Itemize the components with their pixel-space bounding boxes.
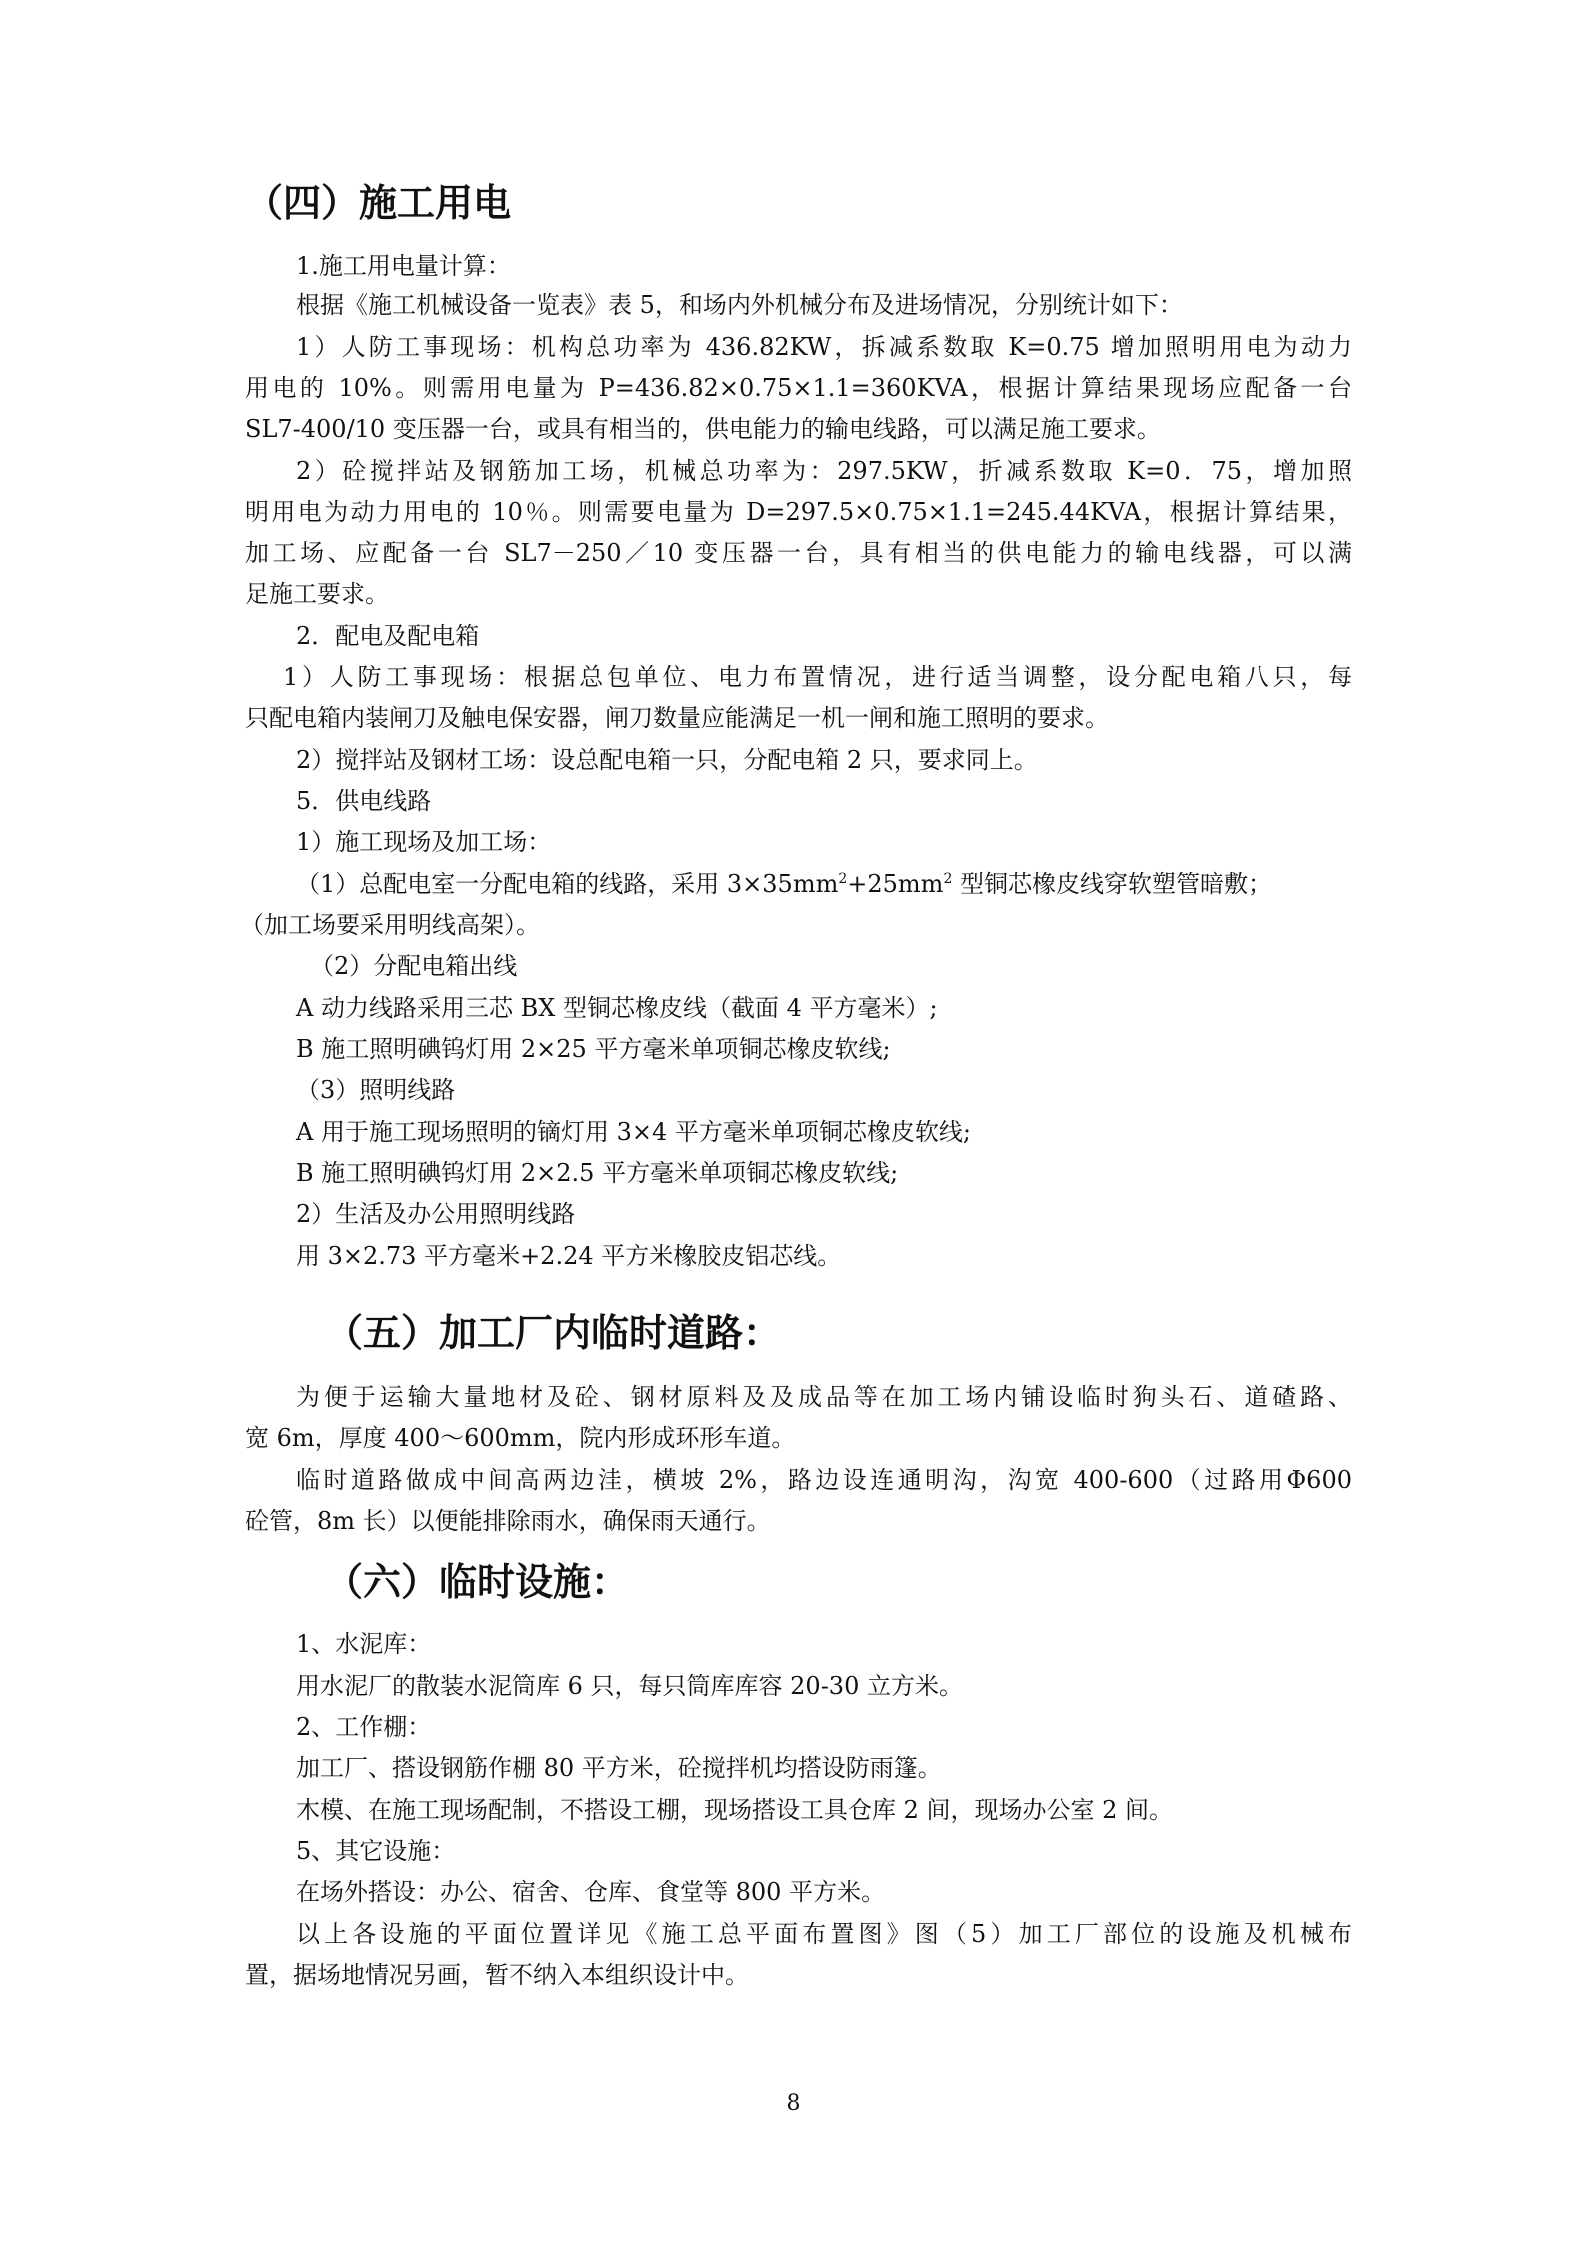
text-line: A 用于施工现场照明的镝灯用 3×4 平方毫米单项铜芯橡皮软线; — [296, 1118, 971, 1146]
text-line-cable-spec — [296, 868, 1272, 900]
page-number: 8 — [786, 2091, 801, 2116]
text-fragment: 型铜芯橡皮线穿软塑管暗敷； — [952, 870, 1272, 898]
text-line: 2、工作棚： — [296, 1713, 432, 1741]
heading-section-5: （五）加工厂内临时道路： — [325, 1311, 782, 1355]
text-line: SL7-400/10 变压器一台，或具有相当的，供电能力的输电线路，可以满足施工要求。 — [245, 415, 1161, 443]
text-line: 1、水泥库： — [296, 1630, 432, 1658]
text-line: 为便于运输大量地材及砼、钢材原料及及成品等在加工场内铺设临时狗头石、道碴路、 — [296, 1383, 1352, 1411]
text-line: 用水泥厂的散装水泥筒库 6 只，每只筒库库容 20-30 立方米。 — [296, 1672, 963, 1700]
heading-section-4: （四）施工用电 — [245, 181, 512, 225]
text-line: 5．供电线路 — [296, 787, 432, 815]
text-fragment: +25mm — [847, 870, 944, 898]
text-fragment: （1）总配电室一分配电箱的线路，采用 3×35mm — [296, 870, 839, 898]
text-line: 足施工要求。 — [245, 580, 389, 608]
superscript: 2 — [838, 871, 848, 887]
text-line: （加工场要采用明线高架）。 — [240, 911, 540, 939]
text-line: 以上各设施的平面位置详见《施工总平面布置图》图（5）加工厂部位的设施及机械布 — [296, 1920, 1352, 1948]
text-line: 2）砼搅拌站及钢筋加工场，机械总功率为：297.5KW，折减系数取 K=0．75，增加照 — [296, 457, 1352, 485]
text-line: A 动力线路采用三芯 BX 型铜芯橡皮线（截面 4 平方毫米）; — [296, 994, 938, 1022]
superscript: 2 — [943, 871, 953, 887]
text-line: 5、其它设施： — [296, 1837, 456, 1865]
text-line: 在场外搭设：办公、宿舍、仓库、食堂等 800 平方米。 — [296, 1878, 886, 1906]
text-line: 宽 6m，厚度 400～600mm，院内形成环形车道。 — [245, 1424, 796, 1452]
text-line: 2）搅拌站及钢材工场：设总配电箱一只，分配电箱 2 只，要求同上。 — [296, 746, 1038, 774]
text-line: 1）人防工事现场：机构总功率为 436.82KW，拆减系数取 K=0.75 增加照明用电为动力 — [296, 333, 1352, 361]
text-line: 1）施工现场及加工场： — [296, 828, 552, 856]
text-line: 用电的 10%。则需用电量为 P=436.82×0.75×1.1=360KVA，根据计算结果现场应配备一台 — [245, 374, 1352, 402]
text-line: B 施工照明碘钨灯用 2×25 平方毫米单项铜芯橡皮软线; — [296, 1035, 891, 1063]
text-line: 1.施工用电量计算： — [296, 252, 511, 280]
text-line: （3）照明线路 — [296, 1076, 456, 1104]
text-line: 用 3×2.73 平方毫米+2.24 平方米橡胶皮铝芯线。 — [296, 1242, 842, 1270]
text-line: 砼管，8m 长）以便能排除雨水，确保雨天通行。 — [245, 1507, 771, 1535]
text-line: 临时道路做成中间高两边洼，横坡 2%，路边设连通明沟，沟宽 400-600（过路用Φ600 — [296, 1466, 1352, 1494]
heading-section-6: （六）临时设施： — [325, 1560, 630, 1604]
text-line: 加工厂、搭设钢筋作棚 80 平方米，砼搅拌机均搭设防雨篷。 — [296, 1754, 942, 1782]
text-line: 1）人防工事现场：根据总包单位、电力布置情况，进行适当调整，设分配电箱八只，每 — [283, 663, 1352, 691]
text-line: 根据《施工机械设备一览表》表 5，和场内外机械分布及进场情况，分别统计如下： — [296, 291, 1183, 319]
text-line: 置，据场地情况另画，暂不纳入本组织设计中。 — [245, 1961, 749, 1989]
text-line: B 施工照明碘钨灯用 2×2.5 平方毫米单项铜芯橡皮软线; — [296, 1159, 899, 1187]
text-line: 加工场、应配备一台 SL7－250／10 变压器一台，具有相当的供电能力的输电线器，可以满 — [245, 539, 1352, 567]
text-line: 2）生活及办公用照明线路 — [296, 1200, 576, 1228]
text-line: 只配电箱内装闸刀及触电保安器，闸刀数量应能满足一机一闸和施工照明的要求。 — [245, 704, 1109, 732]
text-line: 明用电为动力用电的 10％。则需要电量为 D=297.5×0.75×1.1=245.44KVA，根据计算结果， — [245, 498, 1352, 526]
text-line: （2）分配电箱出线 — [310, 952, 518, 980]
text-line: 木模、在施工现场配制，不搭设工棚，现场搭设工具仓库 2 间，现场办公室 2 间。 — [296, 1796, 1174, 1824]
text-line: 2．配电及配电箱 — [296, 622, 480, 650]
